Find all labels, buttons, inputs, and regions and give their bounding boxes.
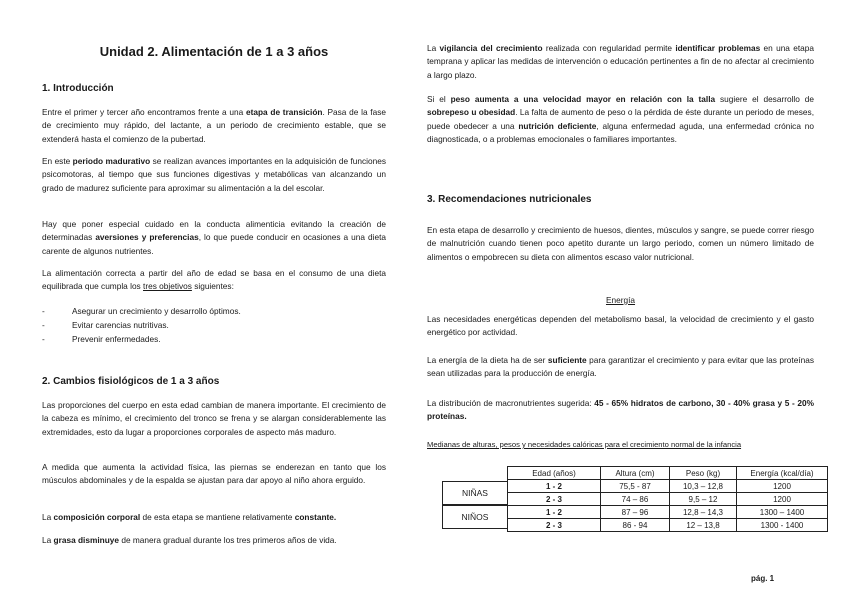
cell-edad: 1 - 2 (508, 506, 601, 519)
cell-altura: 86 - 94 (601, 519, 670, 532)
energia-subtitle: Energía (605, 295, 636, 305)
cell-altura: 74 – 86 (601, 493, 670, 506)
intro-paragraph-4: La alimentación correcta a partir del año de edad se basa en el consumo de una dieta equilibrada que cumpla los tres objetivos siguientes: (42, 268, 386, 292)
table-header-row (508, 467, 828, 480)
heading-recomendaciones: 3. Recomendaciones nutricionales (427, 194, 592, 205)
cell-edad: 1 - 2 (508, 480, 601, 493)
cell-edad: 2 - 3 (508, 493, 601, 506)
energia-paragraph-1: Las necesidades energéticas dependen del metabolismo basal, la velocidad de crecimiento y el gasto energético por actividad. (427, 314, 814, 338)
header-edad: Edad (años) (508, 467, 601, 480)
intro-paragraph-3: Hay que poner especial cuidado en la conducta alimenticia evitando la creación de determinadas aversiones y preferencias, lo que puede conducir en ocasiones a una dieta carente de algunos nutrientes. (42, 219, 387, 256)
header-peso: Peso (kg) (670, 467, 737, 480)
cell-peso: 12,8 – 14,3 (670, 506, 737, 519)
table-row (508, 480, 828, 493)
cell-peso: 9,5 – 12 (670, 493, 737, 506)
energia-paragraph-2: La energía de la dieta ha de ser suficiente para garantizar el crecimiento y para evitar que las proteínas sean utilizadas para la producción de energía. (427, 355, 814, 379)
group-label-ninos: NIÑOS (442, 505, 508, 529)
table-row (508, 506, 828, 519)
cell-altura: 87 – 96 (601, 506, 670, 519)
table-row (508, 519, 828, 532)
vigilancia-paragraph: La vigilancia del crecimiento realizada con regularidad permite identificar problemas en una etapa temprana y aplicar las medidas de intervención o educación pertinentes a fin de no afectar al crecimiento a largo plazo. (427, 43, 814, 80)
cell-edad: 2 - 3 (508, 519, 601, 532)
intro-paragraph-1: Entre el primer y tercer año encontramos frente a una etapa de transición. Pasa de la fase de crecimiento muy rápido, del lactante, a un periodo de crecimiento estable, que se extenderá hasta el comienzo de la pubertad. (42, 107, 386, 144)
cell-energia: 1300 - 1400 (737, 519, 828, 532)
heading-cambios: 2. Cambios fisiológicos de 1 a 3 años (42, 376, 220, 387)
header-energia: Energía (kcal/día) (737, 467, 828, 480)
heading-introduccion: 1. Introducción (42, 83, 114, 94)
cell-peso: 12 – 13,8 (670, 519, 737, 532)
table-caption: Medianas de alturas, pesos y necesidades calóricas para el crecimiento normal de la infancia (427, 440, 742, 449)
cambios-paragraph-3: La composición corporal de esta etapa se mantiene relativamente constante. (42, 512, 337, 522)
cell-altura: 75,5 - 87 (601, 480, 670, 493)
cell-energia: 1200 (737, 480, 828, 493)
header-altura: Altura (cm) (601, 467, 670, 480)
group-label-ninas: NIÑAS (442, 481, 508, 505)
cell-energia: 1300 – 1400 (737, 506, 828, 519)
cambios-paragraph-1: Las proporciones del cuerpo en esta edad cambian de manera importante. El crecimiento de la cabeza es mínimo, el crecimiento del tronco se frena y se alargan considerablemente las extremidades, esto da lugar a proporciones corporales de aspecto más maduro. (42, 400, 386, 437)
growth-table (507, 466, 828, 532)
cell-peso: 10,3 – 12,8 (670, 480, 737, 493)
cambios-paragraph-2: A medida que aumenta la actividad física, las piernas se enderezan en tanto que los músculos abdominales y de la espalda se ajustan para dar apoyo al niño ahora erguido. (42, 462, 386, 486)
table-row (508, 493, 828, 506)
peso-paragraph: Si el peso aumenta a una velocidad mayor en relación con la talla sugiere el desarrollo de sobrepeso u obesidad. La falta de aumento de peso o la pérdida de éste durante un periodo de meses, puede obedecer a una nutrición deficiente, alguna enfermedad aguda, una enfermedad crónica no diagnosticada, o a problemas emocionales o familiares importantes. (427, 94, 814, 145)
page-title: Unidad 2. Alimentación de 1 a 3 años (99, 44, 329, 59)
page-number: pág. 1 (751, 574, 775, 583)
macronutrientes-paragraph: La distribución de macronutrientes sugerida: 45 - 65% hidratos de carbono, 30 - 40% grasa y 5 - 20% proteínas. (427, 398, 814, 422)
recom-paragraph-1: En esta etapa de desarrollo y crecimiento de huesos, dientes, músculos y sangre, se puede correr riesgo de malnutrición cuando tienen poco apetito durante un largo periodo, comen un número limitado de alimentos o empobrecen su dieta con alimentos escaso valor nutricional. (427, 225, 814, 262)
cambios-paragraph-4: La grasa disminuye de manera gradual durante los tres primeros años de vida. (42, 535, 337, 545)
cell-energia: 1200 (737, 493, 828, 506)
intro-paragraph-2: En este periodo madurativo se realizan avances importantes en la adquisición de funciones psicomotoras, al tiempo que sus funciones digestivas y metabólicas van alcanzando un grado de madurez suficiente para aproximar su alimentación a la del escolar. (42, 156, 386, 193)
